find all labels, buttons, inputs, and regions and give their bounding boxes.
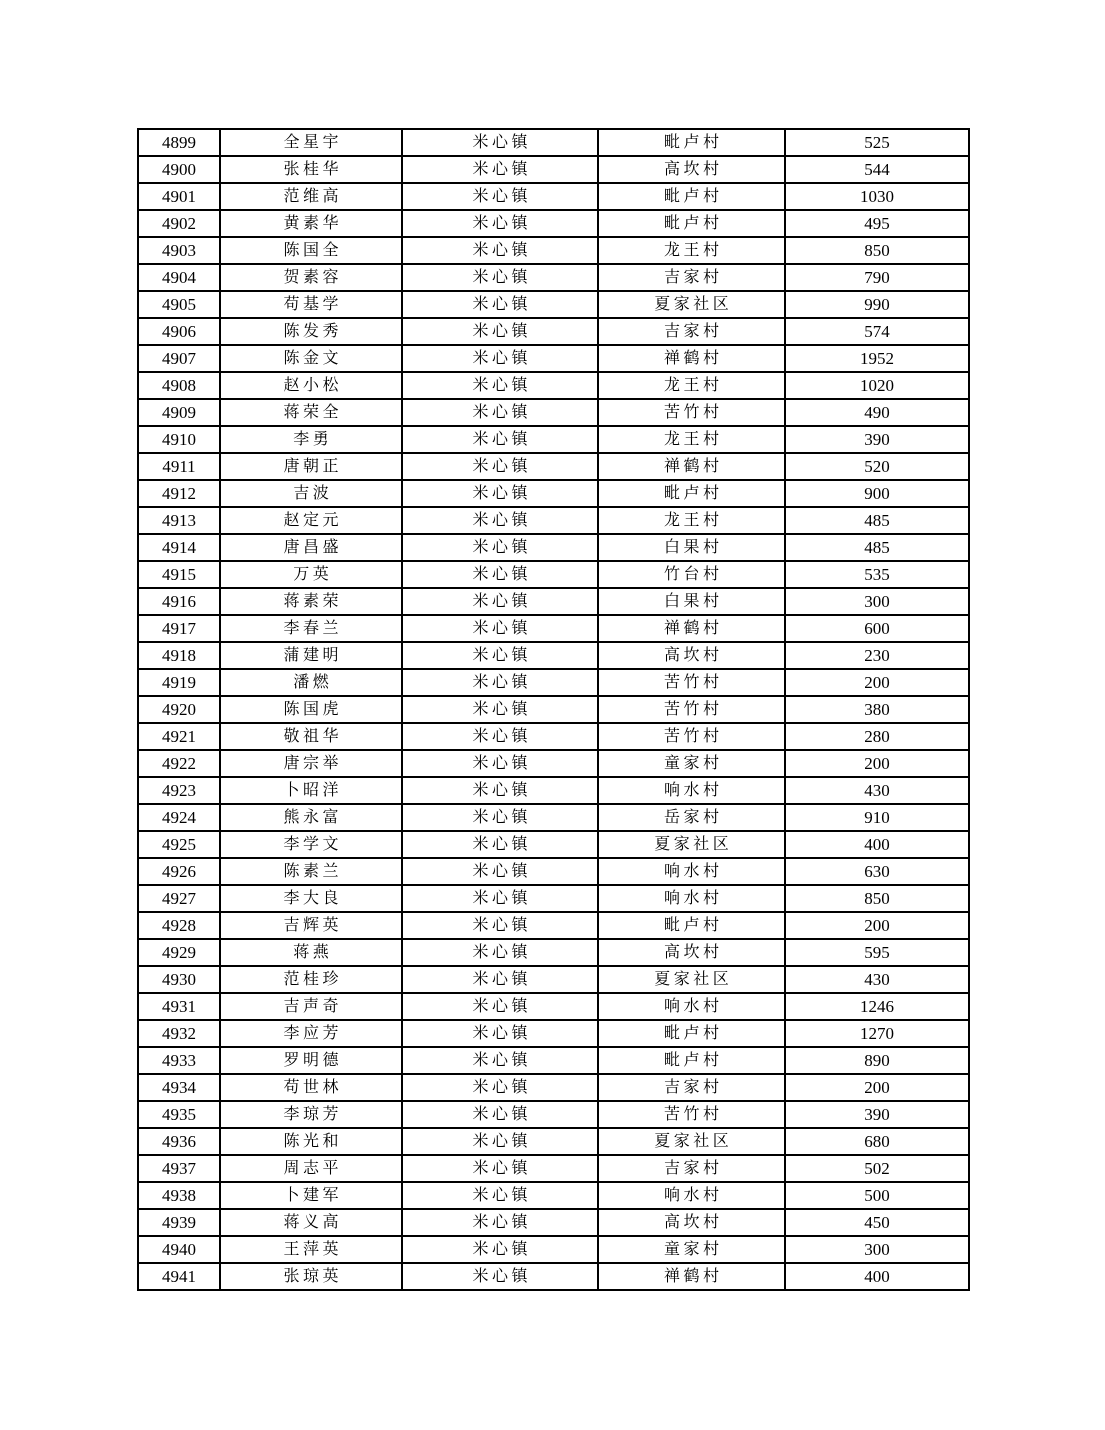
id-cell: 4933 bbox=[138, 1047, 220, 1074]
table-row bbox=[138, 642, 969, 669]
town-cell: 米心镇 bbox=[402, 831, 598, 858]
village-cell: 响水村 bbox=[598, 777, 785, 804]
name-cell: 蒋义高 bbox=[220, 1209, 402, 1236]
town-cell: 米心镇 bbox=[402, 1182, 598, 1209]
amount-cell: 450 bbox=[785, 1209, 969, 1236]
town-cell: 米心镇 bbox=[402, 561, 598, 588]
amount-cell: 400 bbox=[785, 1263, 969, 1290]
village-cell: 白果村 bbox=[598, 588, 785, 615]
amount-cell: 280 bbox=[785, 723, 969, 750]
name-cell: 赵定元 bbox=[220, 507, 402, 534]
village-cell: 响水村 bbox=[598, 858, 785, 885]
roster-table bbox=[137, 128, 970, 1291]
name-cell: 范维高 bbox=[220, 183, 402, 210]
name-cell: 潘燃 bbox=[220, 669, 402, 696]
table-row bbox=[138, 183, 969, 210]
village-cell: 毗卢村 bbox=[598, 1020, 785, 1047]
name-cell: 黄素华 bbox=[220, 210, 402, 237]
name-cell: 罗明德 bbox=[220, 1047, 402, 1074]
table-row bbox=[138, 318, 969, 345]
village-cell: 苦竹村 bbox=[598, 723, 785, 750]
village-cell: 竹台村 bbox=[598, 561, 785, 588]
name-cell: 李应芳 bbox=[220, 1020, 402, 1047]
amount-cell: 600 bbox=[785, 615, 969, 642]
amount-cell: 900 bbox=[785, 480, 969, 507]
id-cell: 4941 bbox=[138, 1263, 220, 1290]
village-cell: 毗卢村 bbox=[598, 1047, 785, 1074]
table-row bbox=[138, 291, 969, 318]
table-row bbox=[138, 480, 969, 507]
table-row bbox=[138, 696, 969, 723]
amount-cell: 544 bbox=[785, 156, 969, 183]
name-cell: 卜建军 bbox=[220, 1182, 402, 1209]
id-cell: 4919 bbox=[138, 669, 220, 696]
village-cell: 龙王村 bbox=[598, 507, 785, 534]
id-cell: 4929 bbox=[138, 939, 220, 966]
id-cell: 4938 bbox=[138, 1182, 220, 1209]
id-cell: 4900 bbox=[138, 156, 220, 183]
town-cell: 米心镇 bbox=[402, 723, 598, 750]
village-cell: 夏家社区 bbox=[598, 291, 785, 318]
town-cell: 米心镇 bbox=[402, 1263, 598, 1290]
village-cell: 高坎村 bbox=[598, 939, 785, 966]
table-row bbox=[138, 561, 969, 588]
table-row bbox=[138, 1128, 969, 1155]
name-cell: 陈国全 bbox=[220, 237, 402, 264]
town-cell: 米心镇 bbox=[402, 453, 598, 480]
table-row bbox=[138, 453, 969, 480]
village-cell: 吉家村 bbox=[598, 318, 785, 345]
town-cell: 米心镇 bbox=[402, 291, 598, 318]
name-cell: 蒲建明 bbox=[220, 642, 402, 669]
town-cell: 米心镇 bbox=[402, 1020, 598, 1047]
amount-cell: 490 bbox=[785, 399, 969, 426]
village-cell: 苦竹村 bbox=[598, 669, 785, 696]
town-cell: 米心镇 bbox=[402, 1074, 598, 1101]
name-cell: 苟世林 bbox=[220, 1074, 402, 1101]
village-cell: 响水村 bbox=[598, 993, 785, 1020]
amount-cell: 1030 bbox=[785, 183, 969, 210]
id-cell: 4912 bbox=[138, 480, 220, 507]
village-cell: 响水村 bbox=[598, 1182, 785, 1209]
village-cell: 夏家社区 bbox=[598, 831, 785, 858]
name-cell: 陈发秀 bbox=[220, 318, 402, 345]
name-cell: 张桂华 bbox=[220, 156, 402, 183]
amount-cell: 230 bbox=[785, 642, 969, 669]
village-cell: 岳家村 bbox=[598, 804, 785, 831]
table-row bbox=[138, 1074, 969, 1101]
name-cell: 陈金文 bbox=[220, 345, 402, 372]
table-row bbox=[138, 1020, 969, 1047]
amount-cell: 1952 bbox=[785, 345, 969, 372]
town-cell: 米心镇 bbox=[402, 1236, 598, 1263]
amount-cell: 1246 bbox=[785, 993, 969, 1020]
id-cell: 4910 bbox=[138, 426, 220, 453]
name-cell: 卜昭洋 bbox=[220, 777, 402, 804]
village-cell: 禅鹤村 bbox=[598, 615, 785, 642]
amount-cell: 430 bbox=[785, 966, 969, 993]
name-cell: 贺素容 bbox=[220, 264, 402, 291]
amount-cell: 595 bbox=[785, 939, 969, 966]
table-row bbox=[138, 804, 969, 831]
id-cell: 4917 bbox=[138, 615, 220, 642]
name-cell: 张琼英 bbox=[220, 1263, 402, 1290]
amount-cell: 390 bbox=[785, 1101, 969, 1128]
town-cell: 米心镇 bbox=[402, 210, 598, 237]
id-cell: 4923 bbox=[138, 777, 220, 804]
name-cell: 李琼芳 bbox=[220, 1101, 402, 1128]
table-row bbox=[138, 1101, 969, 1128]
table-row bbox=[138, 507, 969, 534]
table-row bbox=[138, 723, 969, 750]
table-row bbox=[138, 885, 969, 912]
name-cell: 蒋燕 bbox=[220, 939, 402, 966]
amount-cell: 300 bbox=[785, 1236, 969, 1263]
id-cell: 4908 bbox=[138, 372, 220, 399]
name-cell: 李大良 bbox=[220, 885, 402, 912]
village-cell: 吉家村 bbox=[598, 1074, 785, 1101]
id-cell: 4932 bbox=[138, 1020, 220, 1047]
table-row bbox=[138, 858, 969, 885]
table-row bbox=[138, 345, 969, 372]
amount-cell: 485 bbox=[785, 507, 969, 534]
name-cell: 周志平 bbox=[220, 1155, 402, 1182]
amount-cell: 485 bbox=[785, 534, 969, 561]
village-cell: 苦竹村 bbox=[598, 1101, 785, 1128]
village-cell: 白果村 bbox=[598, 534, 785, 561]
village-cell: 龙王村 bbox=[598, 426, 785, 453]
name-cell: 蒋荣全 bbox=[220, 399, 402, 426]
name-cell: 范桂珍 bbox=[220, 966, 402, 993]
village-cell: 童家村 bbox=[598, 750, 785, 777]
amount-cell: 910 bbox=[785, 804, 969, 831]
table-row bbox=[138, 534, 969, 561]
table-row bbox=[138, 1047, 969, 1074]
town-cell: 米心镇 bbox=[402, 183, 598, 210]
name-cell: 唐昌盛 bbox=[220, 534, 402, 561]
amount-cell: 574 bbox=[785, 318, 969, 345]
town-cell: 米心镇 bbox=[402, 507, 598, 534]
town-cell: 米心镇 bbox=[402, 912, 598, 939]
town-cell: 米心镇 bbox=[402, 642, 598, 669]
town-cell: 米心镇 bbox=[402, 345, 598, 372]
village-cell: 吉家村 bbox=[598, 264, 785, 291]
id-cell: 4902 bbox=[138, 210, 220, 237]
village-cell: 高坎村 bbox=[598, 642, 785, 669]
id-cell: 4924 bbox=[138, 804, 220, 831]
id-cell: 4913 bbox=[138, 507, 220, 534]
town-cell: 米心镇 bbox=[402, 966, 598, 993]
table-row bbox=[138, 615, 969, 642]
id-cell: 4911 bbox=[138, 453, 220, 480]
amount-cell: 380 bbox=[785, 696, 969, 723]
amount-cell: 850 bbox=[785, 885, 969, 912]
table-row bbox=[138, 210, 969, 237]
village-cell: 毗卢村 bbox=[598, 183, 785, 210]
amount-cell: 520 bbox=[785, 453, 969, 480]
amount-cell: 400 bbox=[785, 831, 969, 858]
id-cell: 4907 bbox=[138, 345, 220, 372]
village-cell: 毗卢村 bbox=[598, 480, 785, 507]
town-cell: 米心镇 bbox=[402, 264, 598, 291]
town-cell: 米心镇 bbox=[402, 480, 598, 507]
town-cell: 米心镇 bbox=[402, 993, 598, 1020]
amount-cell: 525 bbox=[785, 129, 969, 156]
name-cell: 万英 bbox=[220, 561, 402, 588]
town-cell: 米心镇 bbox=[402, 372, 598, 399]
name-cell: 吉波 bbox=[220, 480, 402, 507]
village-cell: 高坎村 bbox=[598, 156, 785, 183]
table-row bbox=[138, 669, 969, 696]
id-cell: 4931 bbox=[138, 993, 220, 1020]
town-cell: 米心镇 bbox=[402, 696, 598, 723]
name-cell: 吉声奇 bbox=[220, 993, 402, 1020]
amount-cell: 300 bbox=[785, 588, 969, 615]
village-cell: 响水村 bbox=[598, 885, 785, 912]
village-cell: 禅鹤村 bbox=[598, 345, 785, 372]
amount-cell: 990 bbox=[785, 291, 969, 318]
amount-cell: 200 bbox=[785, 669, 969, 696]
table-row bbox=[138, 1263, 969, 1290]
name-cell: 唐朝正 bbox=[220, 453, 402, 480]
town-cell: 米心镇 bbox=[402, 750, 598, 777]
table-row bbox=[138, 831, 969, 858]
town-cell: 米心镇 bbox=[402, 777, 598, 804]
id-cell: 4939 bbox=[138, 1209, 220, 1236]
id-cell: 4921 bbox=[138, 723, 220, 750]
id-cell: 4915 bbox=[138, 561, 220, 588]
town-cell: 米心镇 bbox=[402, 858, 598, 885]
table-row bbox=[138, 588, 969, 615]
amount-cell: 495 bbox=[785, 210, 969, 237]
village-cell: 苦竹村 bbox=[598, 399, 785, 426]
id-cell: 4925 bbox=[138, 831, 220, 858]
table-row bbox=[138, 129, 969, 156]
village-cell: 夏家社区 bbox=[598, 966, 785, 993]
town-cell: 米心镇 bbox=[402, 804, 598, 831]
table-row bbox=[138, 777, 969, 804]
village-cell: 禅鹤村 bbox=[598, 453, 785, 480]
village-cell: 夏家社区 bbox=[598, 1128, 785, 1155]
town-cell: 米心镇 bbox=[402, 534, 598, 561]
village-cell: 毗卢村 bbox=[598, 912, 785, 939]
amount-cell: 630 bbox=[785, 858, 969, 885]
name-cell: 赵小松 bbox=[220, 372, 402, 399]
name-cell: 苟基学 bbox=[220, 291, 402, 318]
table-row bbox=[138, 1155, 969, 1182]
table-row bbox=[138, 426, 969, 453]
town-cell: 米心镇 bbox=[402, 615, 598, 642]
village-cell: 毗卢村 bbox=[598, 129, 785, 156]
village-cell: 高坎村 bbox=[598, 1209, 785, 1236]
table-row bbox=[138, 750, 969, 777]
id-cell: 4930 bbox=[138, 966, 220, 993]
amount-cell: 890 bbox=[785, 1047, 969, 1074]
id-cell: 4934 bbox=[138, 1074, 220, 1101]
table-row bbox=[138, 1182, 969, 1209]
id-cell: 4926 bbox=[138, 858, 220, 885]
table-row bbox=[138, 993, 969, 1020]
name-cell: 陈国虎 bbox=[220, 696, 402, 723]
name-cell: 熊永富 bbox=[220, 804, 402, 831]
town-cell: 米心镇 bbox=[402, 1155, 598, 1182]
village-cell: 禅鹤村 bbox=[598, 1263, 785, 1290]
town-cell: 米心镇 bbox=[402, 669, 598, 696]
town-cell: 米心镇 bbox=[402, 1209, 598, 1236]
id-cell: 4909 bbox=[138, 399, 220, 426]
amount-cell: 390 bbox=[785, 426, 969, 453]
id-cell: 4906 bbox=[138, 318, 220, 345]
town-cell: 米心镇 bbox=[402, 426, 598, 453]
name-cell: 李学文 bbox=[220, 831, 402, 858]
table-row bbox=[138, 912, 969, 939]
id-cell: 4914 bbox=[138, 534, 220, 561]
village-cell: 童家村 bbox=[598, 1236, 785, 1263]
amount-cell: 500 bbox=[785, 1182, 969, 1209]
name-cell: 全星宇 bbox=[220, 129, 402, 156]
village-cell: 苦竹村 bbox=[598, 696, 785, 723]
id-cell: 4920 bbox=[138, 696, 220, 723]
town-cell: 米心镇 bbox=[402, 399, 598, 426]
name-cell: 李春兰 bbox=[220, 615, 402, 642]
id-cell: 4899 bbox=[138, 129, 220, 156]
name-cell: 吉辉英 bbox=[220, 912, 402, 939]
town-cell: 米心镇 bbox=[402, 129, 598, 156]
id-cell: 4928 bbox=[138, 912, 220, 939]
amount-cell: 1270 bbox=[785, 1020, 969, 1047]
town-cell: 米心镇 bbox=[402, 237, 598, 264]
id-cell: 4901 bbox=[138, 183, 220, 210]
town-cell: 米心镇 bbox=[402, 318, 598, 345]
table-row bbox=[138, 156, 969, 183]
village-cell: 龙王村 bbox=[598, 237, 785, 264]
town-cell: 米心镇 bbox=[402, 939, 598, 966]
name-cell: 李勇 bbox=[220, 426, 402, 453]
amount-cell: 430 bbox=[785, 777, 969, 804]
id-cell: 4916 bbox=[138, 588, 220, 615]
town-cell: 米心镇 bbox=[402, 885, 598, 912]
name-cell: 唐宗举 bbox=[220, 750, 402, 777]
table-row bbox=[138, 939, 969, 966]
town-cell: 米心镇 bbox=[402, 1101, 598, 1128]
amount-cell: 1020 bbox=[785, 372, 969, 399]
name-cell: 敬祖华 bbox=[220, 723, 402, 750]
amount-cell: 850 bbox=[785, 237, 969, 264]
amount-cell: 535 bbox=[785, 561, 969, 588]
id-cell: 4922 bbox=[138, 750, 220, 777]
amount-cell: 502 bbox=[785, 1155, 969, 1182]
amount-cell: 200 bbox=[785, 912, 969, 939]
id-cell: 4905 bbox=[138, 291, 220, 318]
amount-cell: 200 bbox=[785, 750, 969, 777]
table-row bbox=[138, 264, 969, 291]
amount-cell: 680 bbox=[785, 1128, 969, 1155]
table-row bbox=[138, 399, 969, 426]
name-cell: 王萍英 bbox=[220, 1236, 402, 1263]
village-cell: 龙王村 bbox=[598, 372, 785, 399]
town-cell: 米心镇 bbox=[402, 588, 598, 615]
id-cell: 4918 bbox=[138, 642, 220, 669]
town-cell: 米心镇 bbox=[402, 1047, 598, 1074]
id-cell: 4937 bbox=[138, 1155, 220, 1182]
id-cell: 4904 bbox=[138, 264, 220, 291]
amount-cell: 790 bbox=[785, 264, 969, 291]
id-cell: 4903 bbox=[138, 237, 220, 264]
name-cell: 陈素兰 bbox=[220, 858, 402, 885]
name-cell: 蒋素荣 bbox=[220, 588, 402, 615]
id-cell: 4940 bbox=[138, 1236, 220, 1263]
name-cell: 陈光和 bbox=[220, 1128, 402, 1155]
village-cell: 吉家村 bbox=[598, 1155, 785, 1182]
table-row bbox=[138, 1209, 969, 1236]
table-body bbox=[138, 129, 969, 1290]
table-row bbox=[138, 966, 969, 993]
town-cell: 米心镇 bbox=[402, 1128, 598, 1155]
table-row bbox=[138, 372, 969, 399]
id-cell: 4927 bbox=[138, 885, 220, 912]
id-cell: 4936 bbox=[138, 1128, 220, 1155]
town-cell: 米心镇 bbox=[402, 156, 598, 183]
id-cell: 4935 bbox=[138, 1101, 220, 1128]
amount-cell: 200 bbox=[785, 1074, 969, 1101]
table-row bbox=[138, 1236, 969, 1263]
table-row bbox=[138, 237, 969, 264]
village-cell: 毗卢村 bbox=[598, 210, 785, 237]
